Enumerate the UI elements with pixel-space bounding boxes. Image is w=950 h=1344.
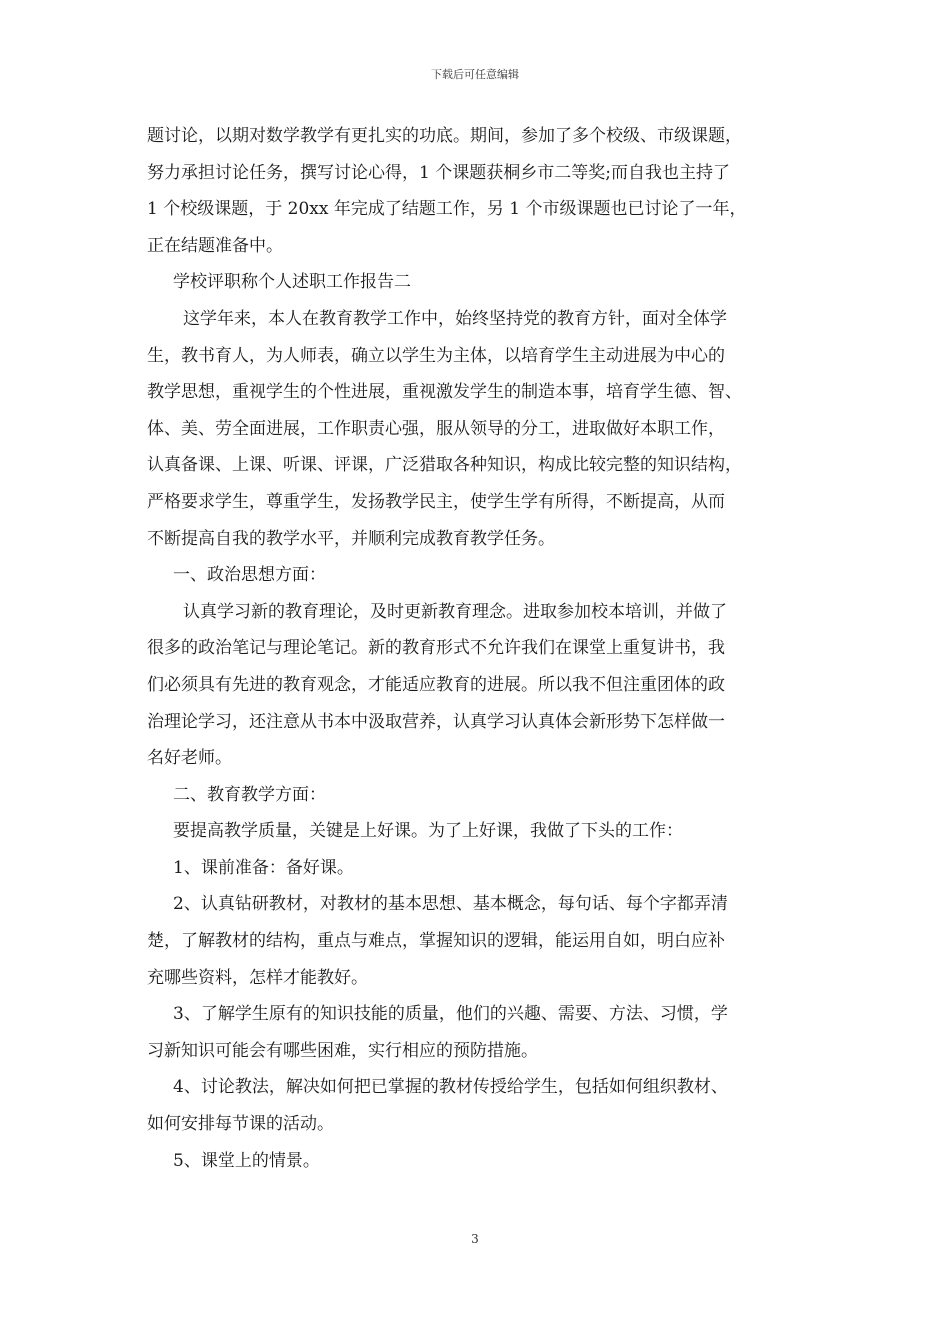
text-line: 要提高教学质量，关键是上好课。为了上好课，我做了下头的工作： [173,821,683,842]
text-line: 生，教书育人，为人师表，确立以学生为主体，以培育学生主动进展为中心的 [147,345,725,366]
text-line: 4、讨论教法，解决如何把已掌握的教材传授给学生，包括如何组织教材、 [173,1077,728,1098]
text-line: 楚，了解教材的结构，重点与难点，掌握知识的逻辑，能运用自如，明白应补 [147,931,725,952]
text-line: 正在结题准备中。 [147,235,283,256]
text-line: 1 个校级课题，于 20xx 年完成了结题工作，另 1 个市级课题也已讨论了一年， [147,199,747,220]
text-line: 体、美、劳全面进展，工作职责心强，服从领导的分工，进取做好本职工作， [147,418,725,439]
text-line: 如何安排每节课的活动。 [147,1114,334,1135]
text-line: 努力承担讨论任务，撰写讨论心得，1 个课题获桐乡市二等奖;而自我也主持了 [147,162,730,183]
text-line: 题讨论，以期对数学教学有更扎实的功底。期间，参加了多个校级、市级课题， [147,126,742,146]
text-line: 很多的政治笔记与理论笔记。新的教育形式不允许我们在课堂上重复讲书，我 [147,638,725,659]
page-header: 下载后可任意编辑 [431,68,519,81]
text-line: 认真学习新的教育理论，及时更新教育理念。进取参加校本培训，并做了 [183,601,727,622]
text-line: 5、课堂上的情景。 [173,1150,320,1171]
text-line: 3、了解学生原有的知识技能的质量，他们的兴趣、需要、方法、习惯，学 [173,1004,728,1025]
text-line: 认真备课、上课、听课、评课，广泛猎取各种知识，构成比较完整的知识结构， [147,455,742,476]
text-line: 严格要求学生，尊重学生，发扬教学民主，使学生学有所得，不断提高，从而 [147,491,725,512]
text-line: 不断提高自我的教学水平，并顺利完成教育教学任务。 [147,528,555,549]
text-line: 一、政治思想方面： [173,565,326,586]
text-line: 名好老师。 [147,748,232,769]
page-number: 3 [471,1232,479,1246]
text-line: 治理论学习，还注意从书本中汲取营养，认真学习认真体会新形势下怎样做一 [147,711,725,732]
text-line: 们必须具有先进的教育观念，才能适应教育的进展。所以我不但注重团体的政 [147,674,725,695]
text-line: 这学年来，本人在教育教学工作中，始终坚持党的教育方针，面对全体学 [183,308,727,329]
text-line: 教学思想，重视学生的个性进展，重视激发学生的制造本事，培育学生德、智、 [147,382,742,403]
text-line: 习新知识可能会有哪些困难，实行相应的预防措施。 [147,1040,538,1061]
text-line: 学校评职称个人述职工作报告二 [173,272,411,293]
text-line: 1、课前准备：备好课。 [173,857,354,878]
text-line: 充哪些资料，怎样才能教好。 [147,967,368,988]
text-line: 二、教育教学方面： [173,784,326,805]
document-body [147,118,807,1179]
text-line: 2、认真钻研教材，对教材的基本思想、基本概念，每句话、每个字都弄清 [173,894,728,915]
